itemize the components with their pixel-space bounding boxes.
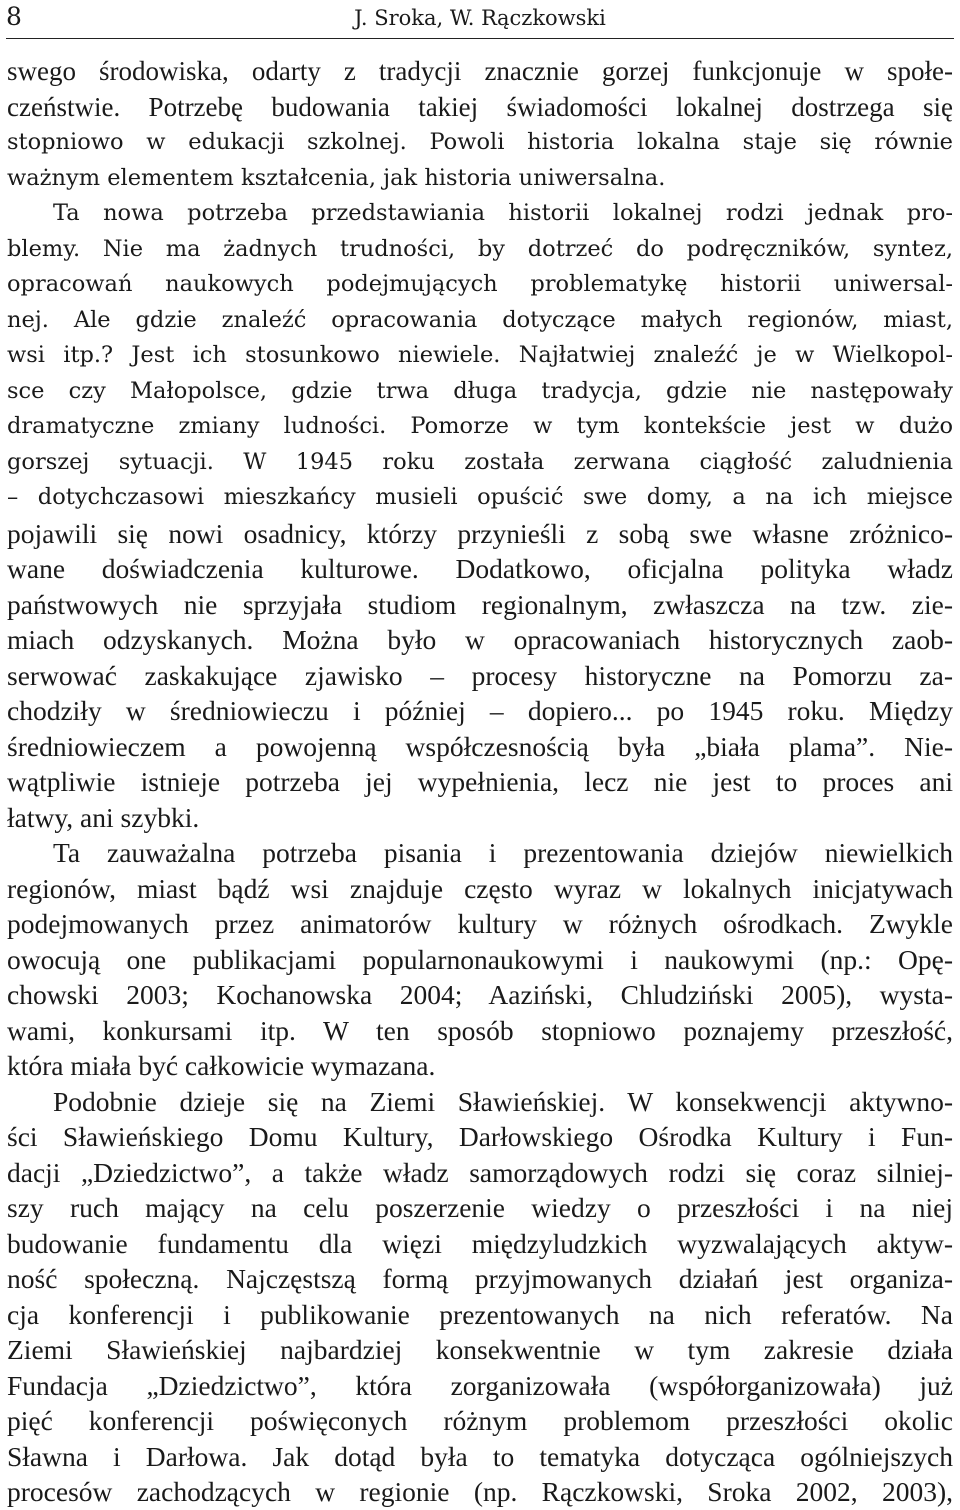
text-line: wane doświadczenia kulturowe. Dodatkowo, oficjalna polityka władz [7,553,953,584]
text-line: procesów zachodzących w regionie (np. Rączkowski, Sroka 2002, 2003), [7,1476,953,1507]
text-line: podejmowanych przez animatorów kultury w różnych ośrodkach. Zwykle [7,908,953,939]
text-line: swego środowiska, odarty z tradycji znacznie gorzej funkcjonuje w społe- [7,56,953,86]
page-header [6,0,954,39]
text-line: serwować zaskakujące zjawisko – procesy historyczne na Pomorzu za- [7,659,953,691]
text-line: dramatyczne zmiany ludności. Pomorze w tym kontekście jest w dużo [7,413,953,439]
text-line: która miała być całkowicie wymazana. [7,1050,436,1081]
text-line: Ziemi Sławieńskiej najbardziej konsekwentnie w tym zakresie działa [7,1334,953,1365]
text-line: pięć konferencji poświęconych różnym problemom przeszłości okolic [7,1405,953,1436]
text-line: owocują one publikacjami popularnonaukowymi i naukowymi (np.: Opę- [7,943,953,975]
text-line: średniowieczem a powojenną współczesnością była „biała plama”. Nie- [7,730,953,762]
text-line: ność społeczną. Najczęstszą formą przyjmowanych działań jest organiza- [7,1263,953,1294]
text-line: opracowań naukowych podejmujących problematykę historii uniwersal- [7,271,953,297]
text-line: szy ruch mający na celu poszerzenie wiedzy o przeszłości i na niej [7,1192,953,1223]
text-line: chowski 2003; Kochanowska 2004; Aaziński, Chludziński 2005), wysta- [7,979,953,1010]
page-number: 8 [6,2,22,31]
text-line: wsi itp.? Jest ich stosunkowo niewiele. Najłatwiej znaleźć je w Wielkopol- [7,342,953,368]
text-line: ważnym elementem kształcenia, jak historia uniwersalna. [7,164,666,191]
text-line: blemy. Nie ma żadnych trudności, by dotrzeć do podręczników, syntez, [7,235,953,262]
text-line: Podobnie dzieje się na Ziemi Sławieńskiej. W konsekwencji aktywno- [53,1085,953,1117]
running-head: J. Sroka, W. Rączkowski [354,6,606,30]
text-line: stopniowo w edukacji szkolnej. Powoli historia lokalna staje się równie [7,129,953,155]
text-line: gorszej sytuacji. W 1945 roku została zerwana ciągłość zaludnienia [7,448,953,475]
text-line: Ta nowa potrzeba przedstawiania historii lokalnej rodzi jednak pro- [53,200,953,226]
text-line: regionów, miast bądź wsi znajduje często wyraz w lokalnych inicjatywach [7,872,953,904]
text-line: budowanie fundamentu dla więzi międzyludzkich wyzwalających aktyw- [7,1227,953,1259]
text-line: – dotychczasowi mieszkańcy musieli opuścić swe domy, a na ich miejsce [7,484,953,510]
body-text [7,54,953,1510]
text-line: Ta zauważalna potrzeba pisania i prezentowania dziejów niewielkich [53,837,953,868]
text-line: łatwy, ani szybki. [7,801,200,833]
text-line: sce czy Małopolsce, gdzie trwa długa tradycja, gdzie nie następowały [7,377,953,404]
text-line: Sławna i Darłowa. Jak dotąd była to tematyka dotycząca ogólniejszych [7,1440,953,1472]
text-line: dacji „Dziedzictwo”, a także władz samorządowych rodzi się coraz silniej- [7,1156,953,1188]
text-line: państwowych nie sprzyjała studiom regionalnym, zwłaszcza na tzw. zie- [7,588,953,620]
text-line: miach odzyskanych. Można było w opracowaniach historycznych zaob- [7,624,953,655]
text-line: pojawili się nowi osadnicy, którzy przynieśli z sobą swe własne zróżnico- [7,517,953,549]
text-line: wami, konkursami itp. W ten sposób stopniowo poznajemy przeszłość, [7,1014,953,1046]
text-line: wątpliwie istnieje potrzeba jej wypełnienia, lecz nie jest to proces ani [7,766,953,797]
text-line: cja konferencji i publikowanie prezentowanych na nich referatów. Na [7,1298,953,1330]
text-line: nej. Ale gdzie znaleźć opracowania dotyczące małych regionów, miast, [7,306,953,333]
text-line: Fundacja „Dziedzictwo”, która zorganizowała (współorganizowała) już [7,1369,953,1401]
text-line: chodziły w średniowieczu i później – dopiero... po 1945 roku. Między [7,695,953,726]
text-line: ści Sławieńskiego Domu Kultury, Darłowskiego Ośrodka Kultury i Fun- [7,1121,953,1152]
text-line: czeństwie. Potrzebę budowania takiej świadomości lokalnej dostrzega się [7,91,953,122]
